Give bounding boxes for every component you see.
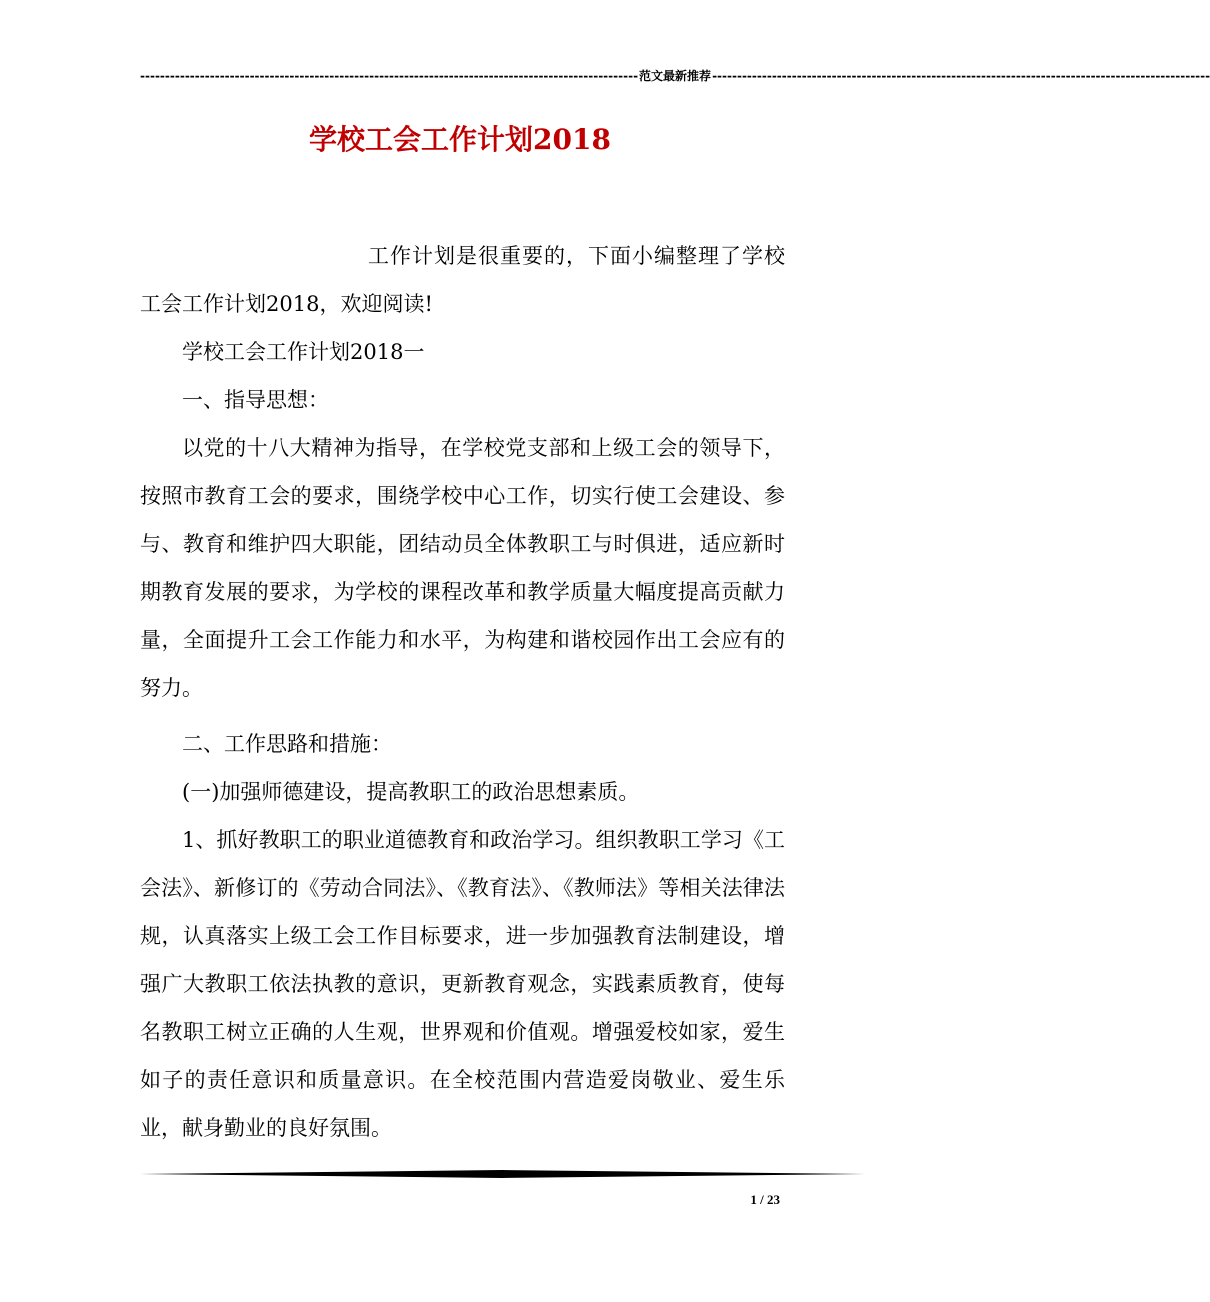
section-heading-plan: 学校工会工作计划2018一 [182, 340, 425, 364]
document-title: 学校工会工作计划2018 [309, 123, 611, 156]
header-dashes-right: ---------------------------------------------------------------------------------------------------- [712, 69, 1210, 83]
intro-paragraph: 工作计划是很重要的，下面小编整理了学校工会工作计划2018，欢迎阅读! [140, 244, 785, 316]
section-heading-guiding-thought: 一、指导思想： [182, 388, 329, 412]
ethics-paragraph: 1、抓好教职工的职业道德教育和政治学习。组织教职工学习《工会法》、新修订的《劳动合同法》、《教育法》、《教师法》等相关法律法规，认真落实上级工会工作目标要求，进一步加强教育法制建设，增强广大教职工依法执教的意识，更新教育观念，实践素质教育，使每名教职工树立正确的人生观，世界观和价值观。增强爱校如家，爱生如子的责任意识和质量意识。在全校范围内营造爱岗敬业、爱生乐业，献身勤业的良好氛围。 [140, 828, 785, 1140]
guiding-thought-paragraph: 以党的十八大精神为指导，在学校党支部和上级工会的领导下，按照市教育工会的要求，围绕学校中心工作，切实行使工会建设、参与、教育和维护四大职能，团结动员全体教职工与时俱进，适应新时期教育发展的要求，为学校的课程改革和教学质量大幅度提高贡献力量，全面提升工会工作能力和水平，为构建和谐校园作出工会应有的努力。 [140, 436, 785, 700]
page-number: 1 / 23 [750, 1192, 780, 1207]
header-label: 范文最新推荐 [639, 69, 712, 83]
subsection-heading-ethics: (一)加强师德建设，提高教职工的政治思想素质。 [182, 780, 640, 804]
document-body [140, 232, 785, 1152]
section-heading-work-ideas: 二、工作思路和措施： [182, 732, 392, 756]
footer-rule [140, 1170, 865, 1178]
running-header [140, 66, 1210, 86]
header-dashes-left: ---------------------------------------------------------------------------------------------------- [140, 69, 639, 83]
